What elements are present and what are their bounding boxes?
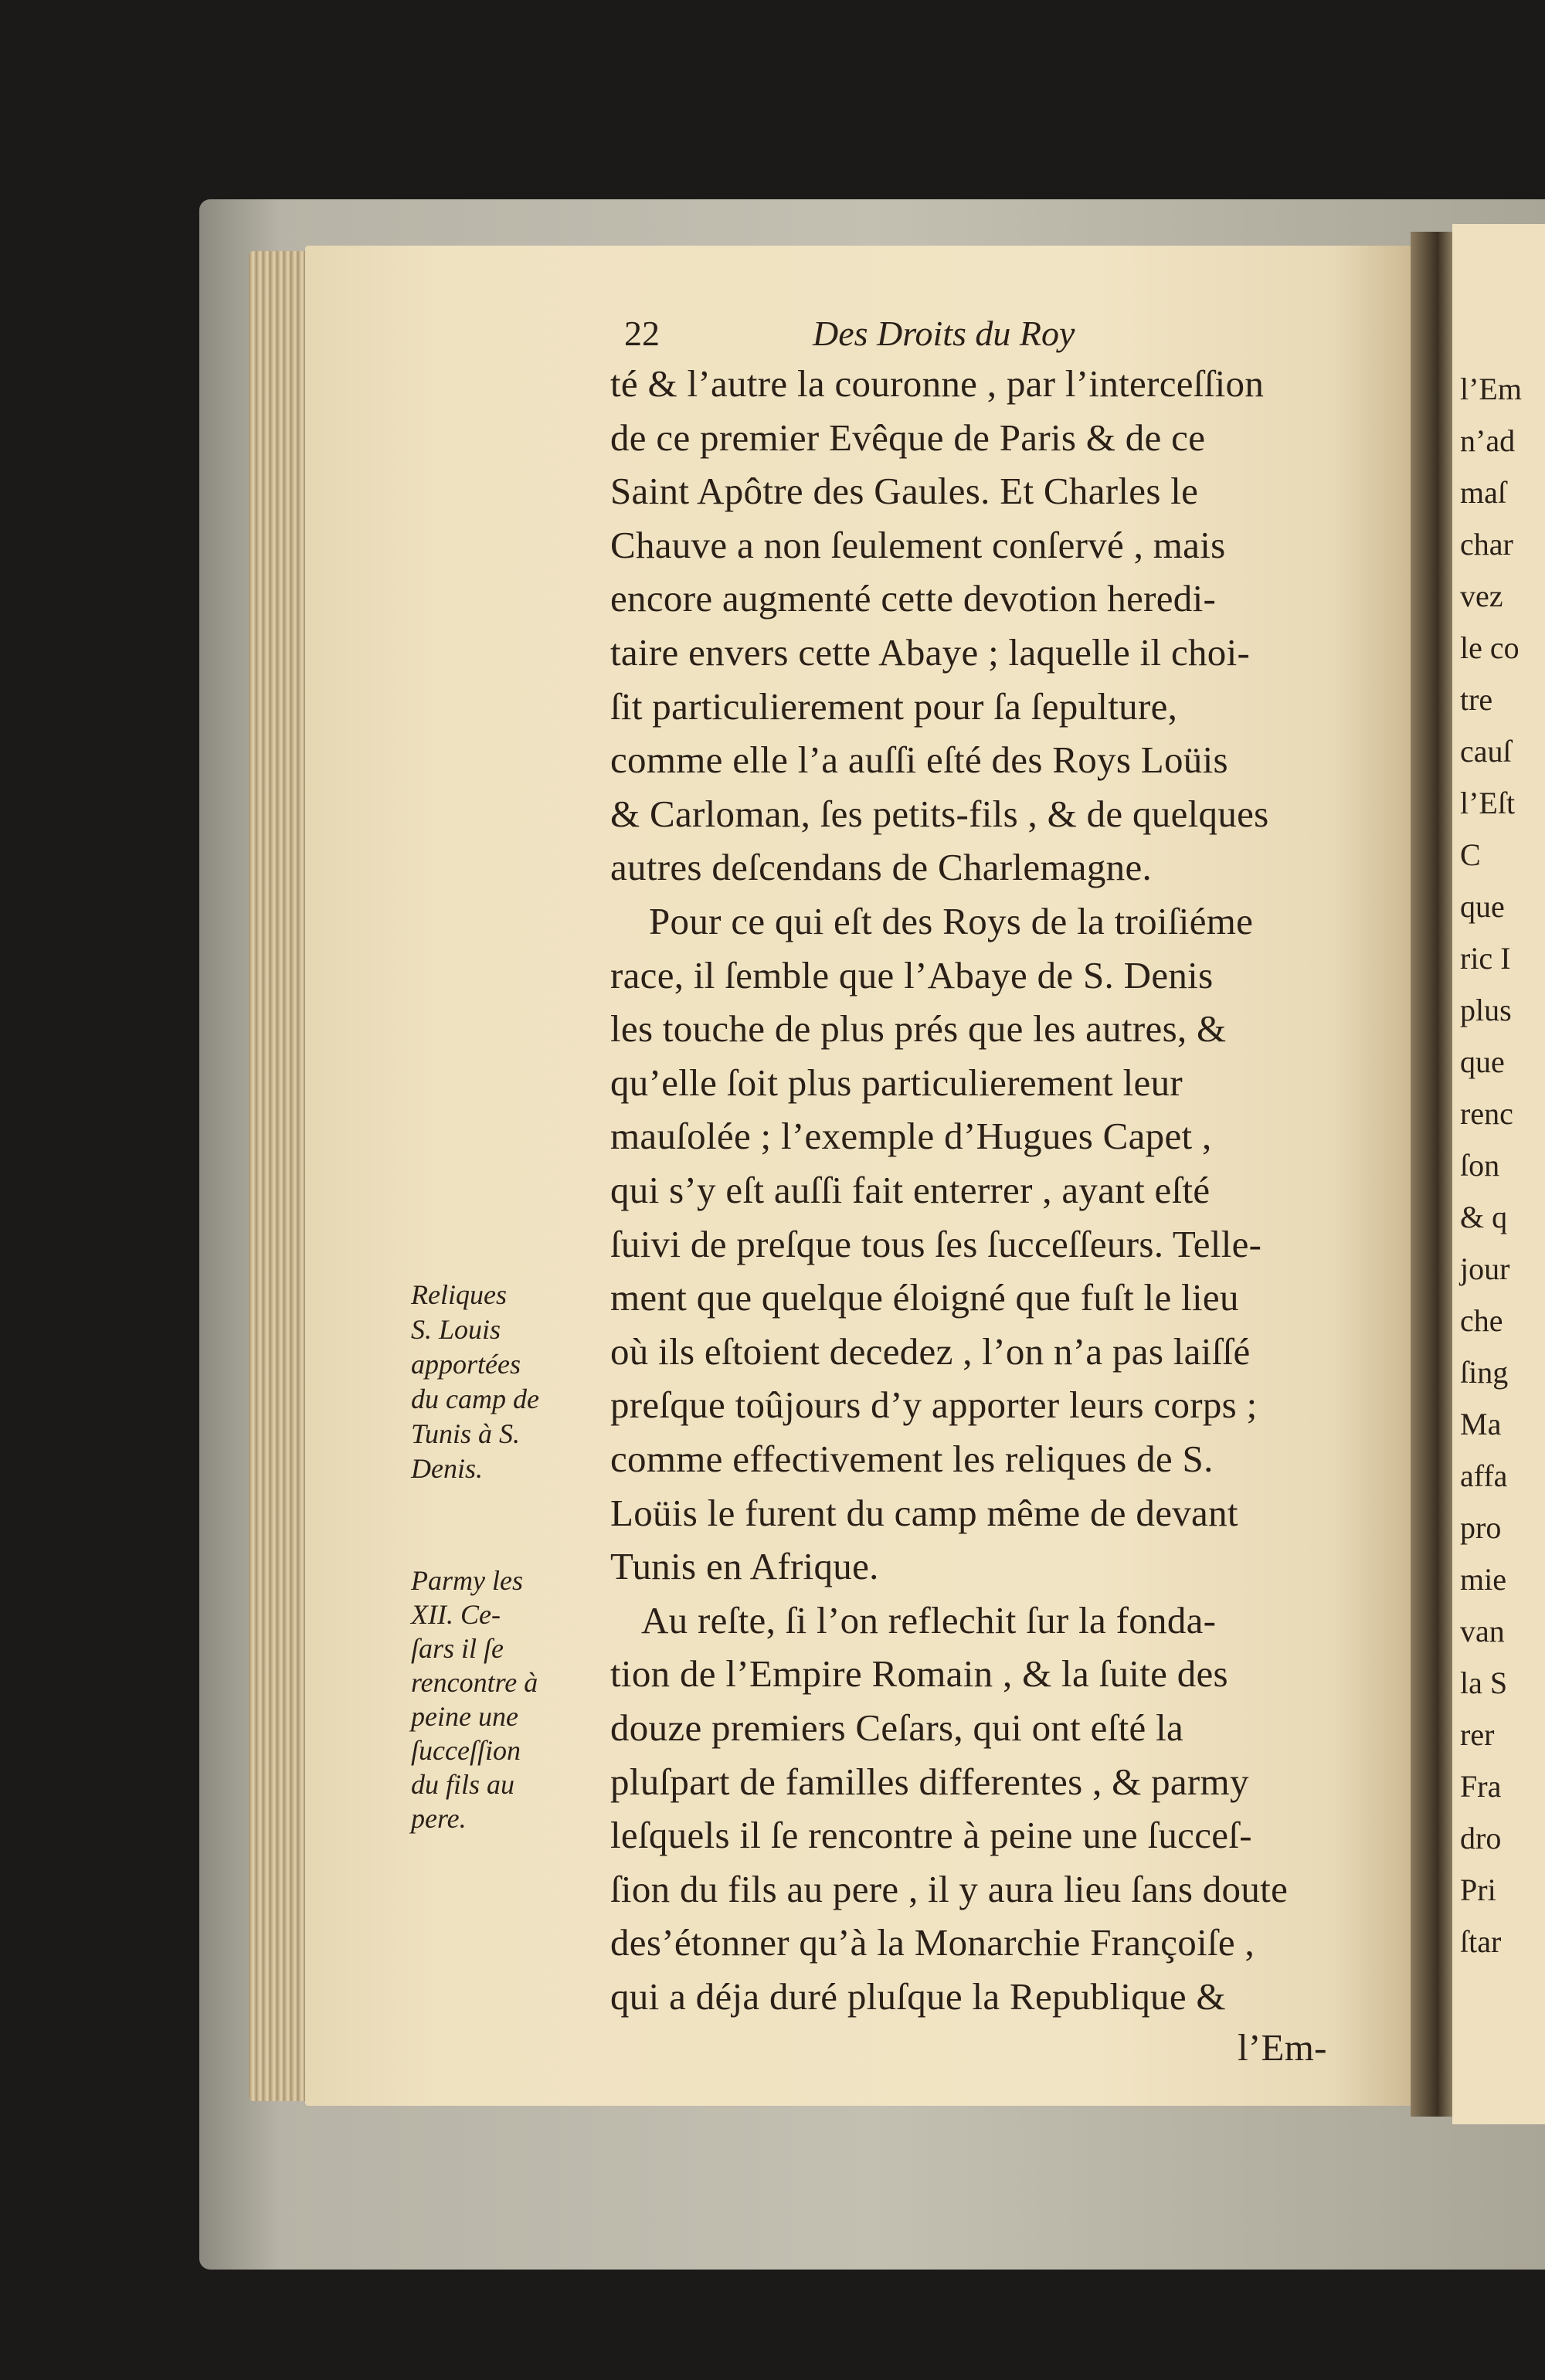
facing-page-line: vez <box>1460 579 1503 613</box>
margin-note-line: Parmy les <box>411 1565 523 1596</box>
text-line: autres deſcendans de Charlemagne. <box>610 846 1153 889</box>
text-line: des’étonner qu’à la Monarchie Françoiſe , <box>610 1921 1255 1964</box>
margin-note-line: apportées <box>411 1349 521 1380</box>
facing-page-line: van <box>1460 1614 1505 1648</box>
margin-note-line: Tunis à S. <box>411 1418 521 1449</box>
catchword: l’Em- <box>1238 2026 1327 2069</box>
text-line: Loüis le furent du camp même de devant <box>610 1491 1238 1534</box>
margin-note-line: ſucceſſion <box>411 1735 521 1766</box>
text-line: Tunis en Afrique. <box>610 1545 879 1588</box>
text-line: race, il ſemble que l’Abaye de S. Denis <box>610 953 1214 996</box>
book-gutter <box>1411 232 1455 2117</box>
text-line: comme effectivement les reliques de S. <box>610 1438 1214 1480</box>
text-line: douze premiers Ceſars, qui ont eſté la <box>610 1706 1184 1749</box>
text-line: Saint Apôtre des Gaules. Et Charles le <box>610 470 1199 513</box>
text-line: ſuivi de preſque tous ſes ſucceſſeurs. Telle- <box>610 1222 1262 1265</box>
text-line: Chauve a non ſeulement conſervé , mais <box>610 523 1226 566</box>
text-line: comme elle l’a auſſi eſté des Roys Loüis <box>610 738 1228 782</box>
facing-page-line: ſtar <box>1460 1924 1502 1959</box>
text-line: & Carloman, ſes petits-fils , & de quelques <box>610 792 1269 835</box>
text-line: té & l’autre la couronne , par l’interceſſion <box>610 362 1265 405</box>
page-header <box>0 313 1545 359</box>
text-line: pluſpart de familles differentes , & parmy <box>610 1760 1249 1803</box>
margin-note-line: ſars il ſe <box>411 1633 504 1664</box>
margin-note-line: peine une <box>411 1701 518 1732</box>
facing-page-line: che <box>1460 1303 1503 1338</box>
facing-page-line: rer <box>1460 1717 1495 1752</box>
text-line: les touche de plus prés que les autres, & <box>610 1007 1227 1051</box>
text-line: taire envers cette Abaye ; laquelle il choi- <box>610 631 1251 674</box>
facing-page-fragment <box>1452 224 1545 2124</box>
facing-page-line: le co <box>1460 630 1520 665</box>
margin-note-line: XII. Ce- <box>411 1599 501 1630</box>
text-line: preſque toûjours d’y apporter leurs corps ; <box>610 1384 1258 1427</box>
text-line: ment que quelque éloigné que fuſt le lieu <box>610 1276 1239 1319</box>
margin-note-line: Reliques <box>411 1279 507 1310</box>
text-line: ſit particulierement pour ſa ſepulture, <box>610 684 1178 728</box>
facing-page-line: C <box>1460 837 1481 872</box>
text-line: tion de l’Empire Romain , & la ſuite des <box>610 1652 1228 1696</box>
text-line: de ce premier Evêque de Paris & de ce <box>610 416 1206 459</box>
text-line: mauſolée ; l’exemple d’Hugues Capet , <box>610 1115 1212 1158</box>
facing-page-line: renc <box>1460 1096 1513 1131</box>
facing-page-line: affa <box>1460 1458 1508 1493</box>
facing-page-line: n’ad <box>1460 423 1516 458</box>
facing-page-line: que <box>1460 889 1505 924</box>
text-line: qui s’y eſt auſſi fait enterrer , ayant eſté <box>610 1169 1211 1211</box>
facing-page-line: ſing <box>1460 1355 1509 1390</box>
margin-note-line: pere. <box>411 1803 467 1834</box>
facing-page-line: Ma <box>1460 1407 1502 1441</box>
facing-page-line: l’Em <box>1460 372 1522 406</box>
margin-note-line: S. Louis <box>411 1314 501 1345</box>
text-line: où ils eſtoient decedez , l’on n’a pas laiſſé <box>610 1329 1251 1373</box>
facing-page-line: que <box>1460 1044 1505 1079</box>
text-line: Pour ce qui eſt des Roys de la troiſiéme <box>649 900 1254 942</box>
page-number: 22 <box>624 314 660 353</box>
facing-page-line: ric I <box>1460 941 1511 976</box>
facing-page-line: mie <box>1460 1562 1506 1597</box>
text-line: Au reſte, ſi l’on reflechit ſur la fonda- <box>641 1598 1217 1642</box>
facing-page-line: ſon <box>1460 1148 1500 1183</box>
facing-page-line: cauſ <box>1460 734 1512 769</box>
text-line: ſion du fils au pere , il y aura lieu ſans doute <box>610 1867 1289 1910</box>
facing-page-line: dro <box>1460 1821 1502 1855</box>
facing-page-line: plus <box>1460 993 1512 1027</box>
margin-note-line: Denis. <box>411 1453 483 1484</box>
facing-page-line: l’Eſt <box>1460 786 1516 820</box>
margin-note-line: du camp de <box>411 1384 539 1414</box>
text-line: qui a déja duré pluſque la Republique & <box>610 1975 1226 2018</box>
margin-note-line: du fils au <box>411 1769 515 1800</box>
running-title: Des Droits du Roy <box>813 314 1075 353</box>
facing-page-line: maſ <box>1460 475 1506 510</box>
text-line: encore augmenté cette devotion heredi- <box>610 577 1217 620</box>
text-line: leſquels il ſe rencontre à peine une ſucceſ- <box>610 1814 1252 1857</box>
facing-page-line: la S <box>1460 1665 1508 1700</box>
facing-page-line: tre <box>1460 682 1493 717</box>
facing-page-line: & q <box>1460 1200 1508 1234</box>
facing-page-line: jour <box>1460 1251 1510 1286</box>
margin-note-line: rencontre à <box>411 1667 538 1698</box>
text-line: qu’elle ſoit plus particulierement leur <box>610 1061 1183 1104</box>
facing-page-line: Pri <box>1460 1872 1496 1907</box>
facing-page-line: pro <box>1460 1510 1502 1545</box>
facing-page-line: Fra <box>1460 1769 1502 1804</box>
facing-page-line: char <box>1460 527 1513 562</box>
